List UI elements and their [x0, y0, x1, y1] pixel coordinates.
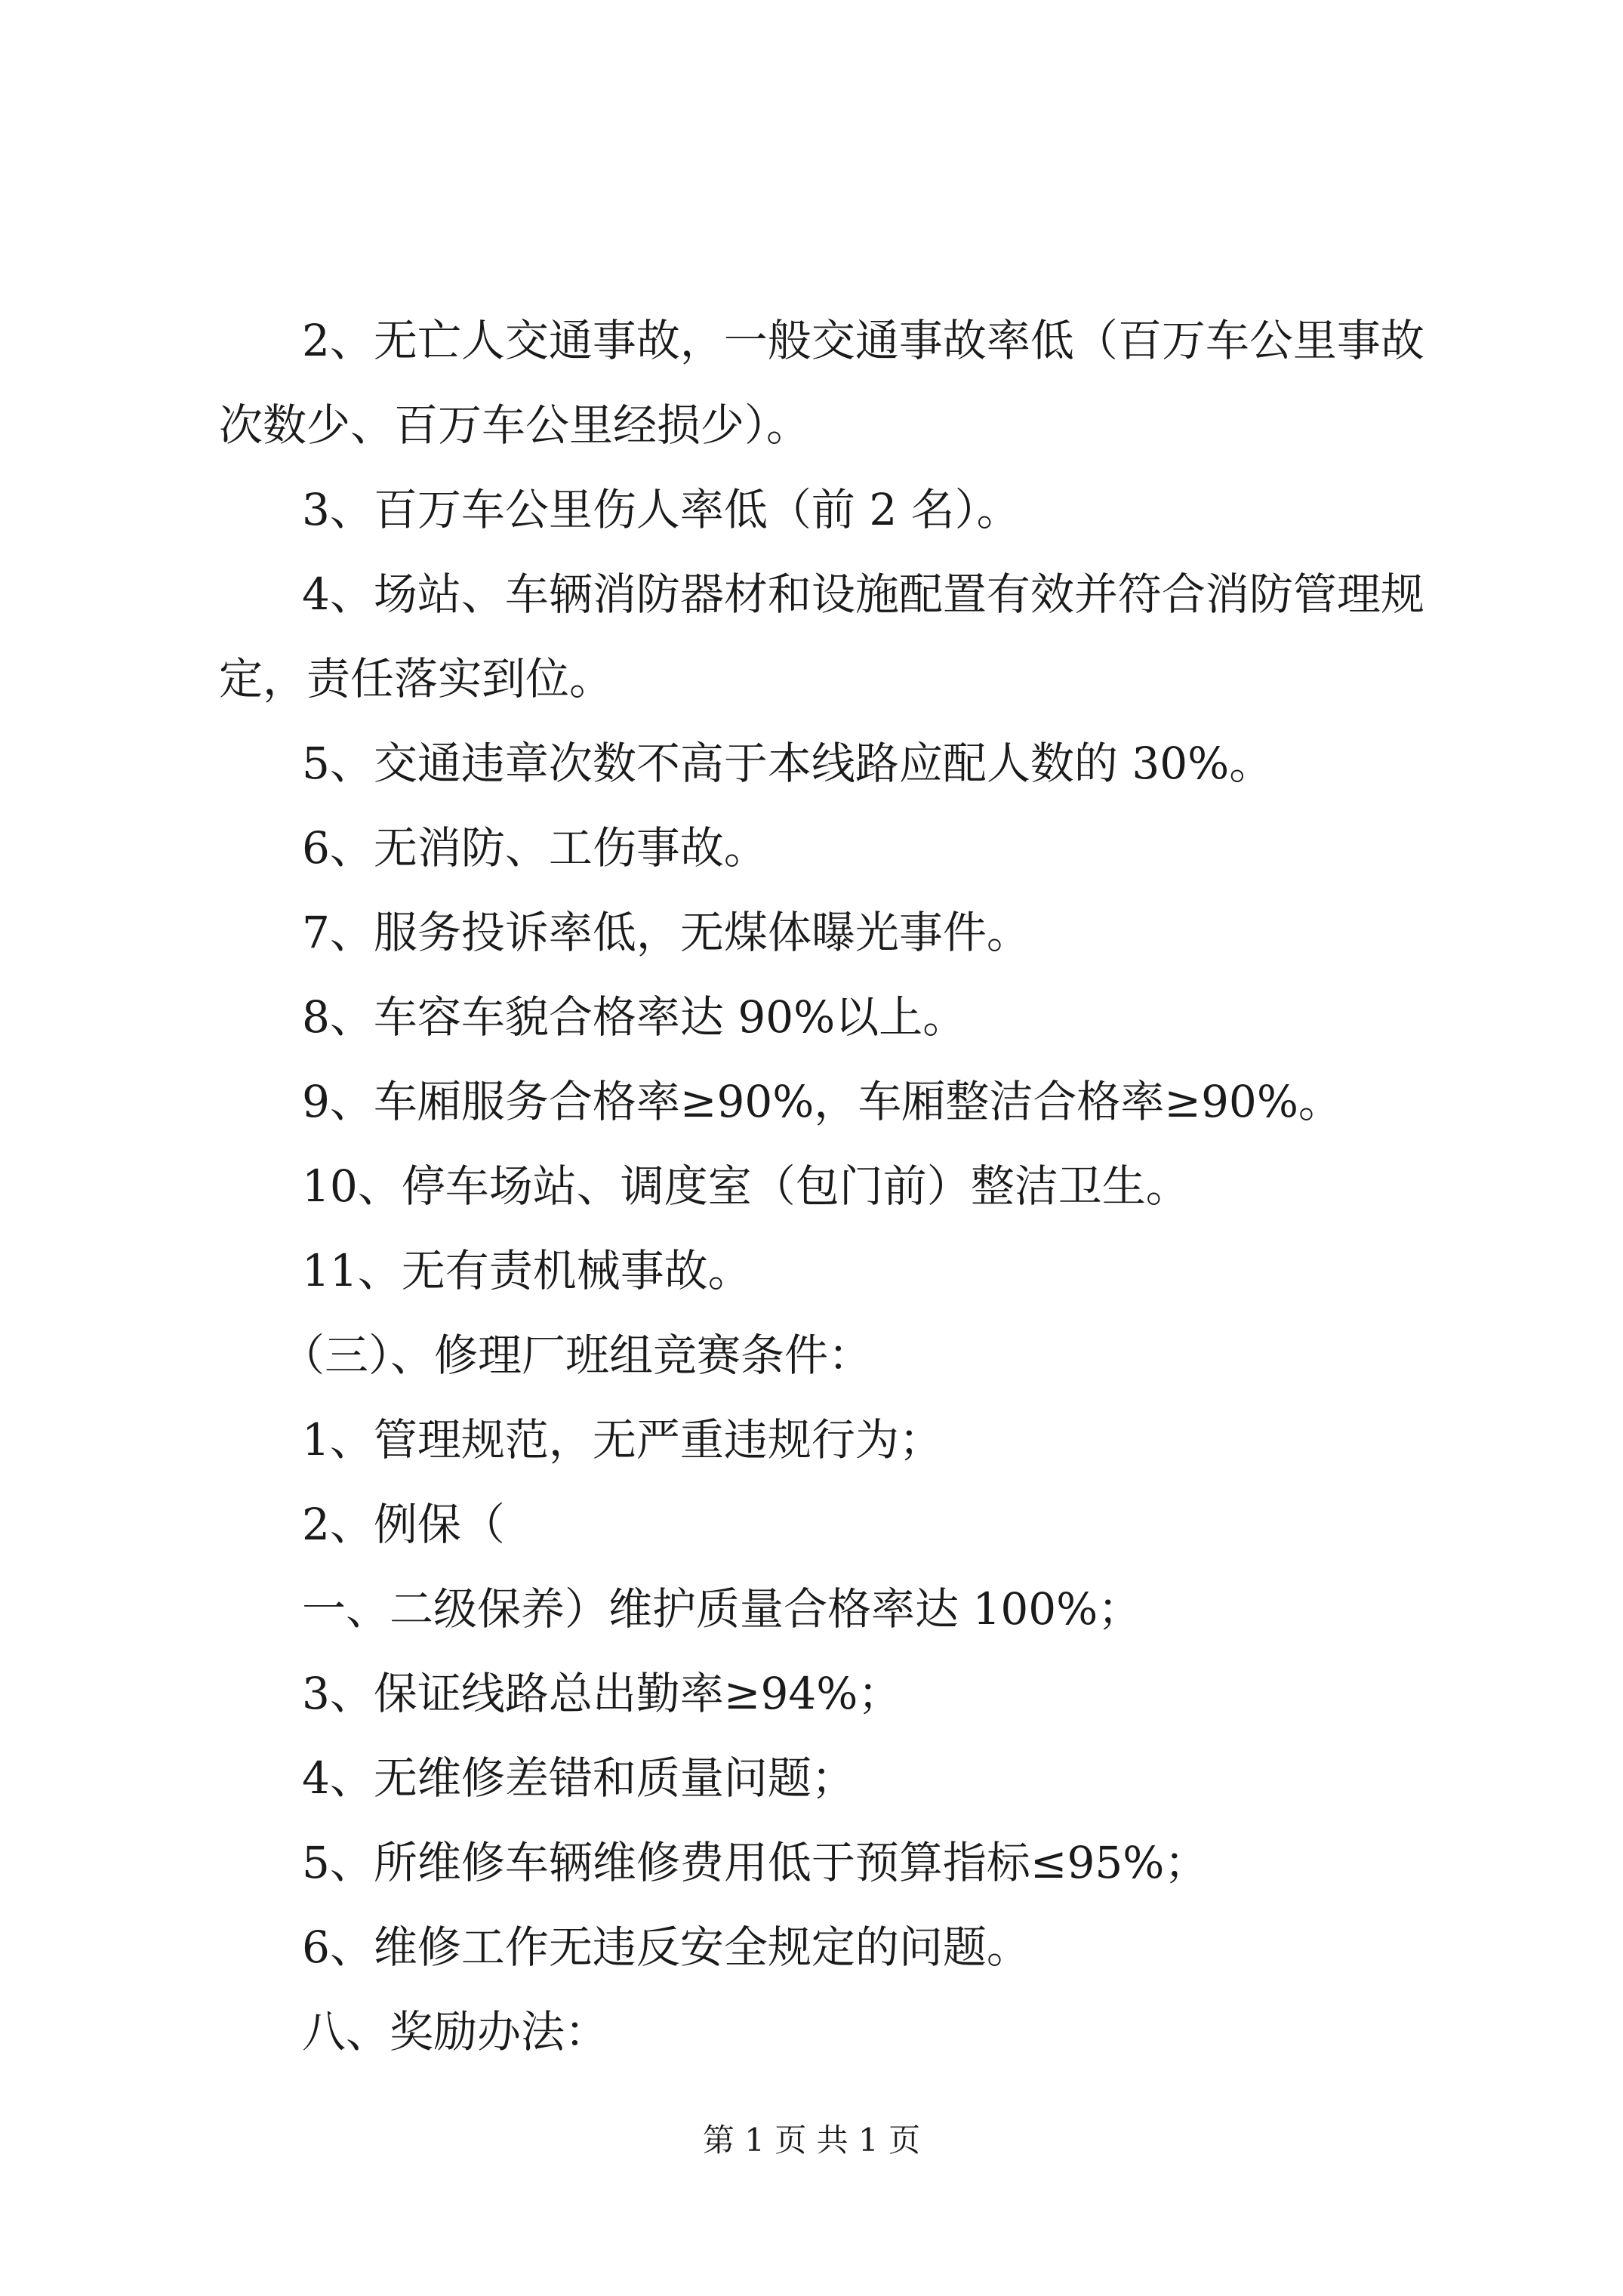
text-line-17: 3、保证线路总出勤率≥94%；	[302, 1668, 902, 1719]
text-line-16: 一、二级保养）维护质量合格率达 100%；	[302, 1583, 1142, 1635]
section-heading: （三）、修理厂班组竞赛条件：	[281, 1330, 873, 1381]
text-line-18: 4、无维修差错和质量问题；	[302, 1752, 855, 1804]
text-line-8: 7、服务投诉率低，无煤体曝光事件。	[302, 907, 1030, 958]
text-line-2: 次数少、百万车公里经损少）。	[219, 399, 811, 451]
text-line-9: 8、车容车貌合格率达 90%以上。	[302, 991, 967, 1043]
text-line-12: 11、无有责机械事故。	[302, 1245, 752, 1296]
text-line-5: 定，责任落实到位。	[219, 653, 614, 704]
text-line-3: 3、百万车公里伤人率低（前 2 名）。	[302, 484, 1021, 535]
text-line-1: 2、无亡人交通事故，一般交通事故率低（百万车公里事故	[302, 315, 1424, 366]
text-line-7: 6、无消防、工伤事故。	[302, 822, 768, 874]
text-line-14: 1、管理规范，无严重违规行为；	[302, 1414, 943, 1465]
text-line-15: 2、例保（	[302, 1499, 505, 1550]
text-line-10: 9、车厢服务合格率≥90%，车厢整洁合格率≥90%。	[302, 1076, 1342, 1127]
text-line-20: 6、维修工作无违反安全规定的问题。	[302, 1922, 1030, 1973]
text-line-19: 5、所维修车辆维修费用低于预算指标≤95%；	[302, 1837, 1209, 1888]
text-line-4: 4、场站、车辆消防器材和设施配置有效并符合消防管理规	[302, 569, 1424, 620]
section-heading-reward: 八、奖励办法：	[302, 2006, 609, 2057]
page-footer: 第 1 页 共 1 页	[702, 2122, 921, 2159]
text-line-6: 5、交通违章次数不高于本线路应配人数的 30%。	[302, 738, 1273, 789]
text-line-11: 10、停车场站、调度室（包门前）整洁卫生。	[302, 1160, 1190, 1212]
